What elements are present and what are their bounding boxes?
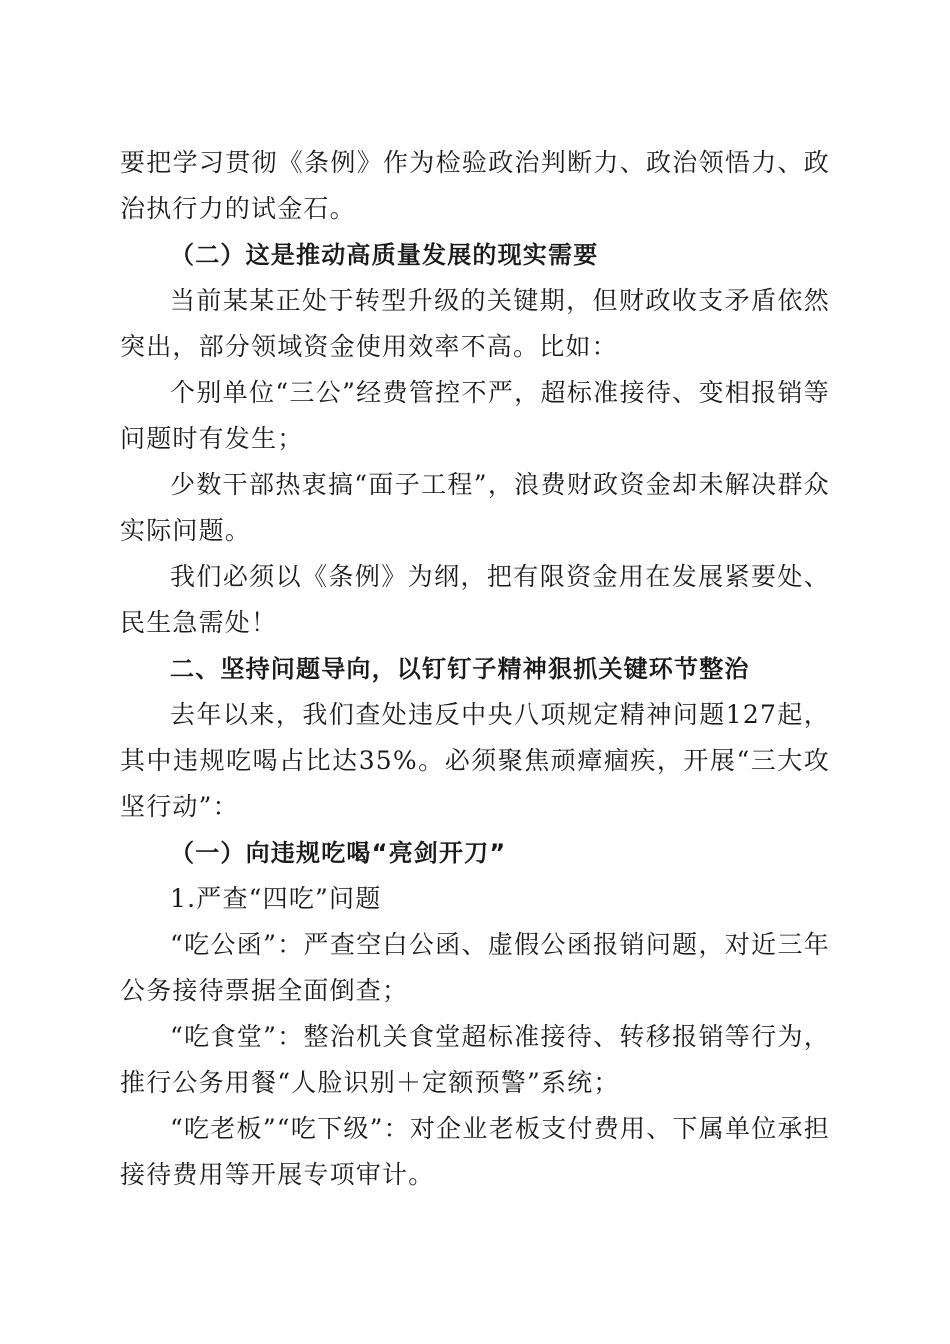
paragraph-7: 1.严查“四吃”问题 (170, 884, 382, 913)
paragraph-2: 当前某某正处于转型升级的关键期，但财政收支矛盾依然突出，部分领域资金使用效率不高。比如： (120, 286, 830, 361)
paragraph-5: 我们必须以《条例》为纲，把有限资金用在发展紧要处、民生急需处！ (120, 562, 830, 637)
paragraph-9: “吃食堂”：整治机关食堂超标准接待、转移报销等行为，推行公务用餐“人脸识别＋定额预警”系统； (120, 1022, 830, 1097)
paragraph-10: “吃老板”“吃下级”：对企业老板支付费用、下属单位承担接待费用等开展专项审计。 (120, 1114, 830, 1189)
subheading-1: （一）向违规吃喝“亮剑开刀” (170, 839, 507, 867)
section-heading-2: 二、坚持问题导向，以钉钉子精神狠抓关键环节整治 (170, 655, 750, 683)
subheading-2: （二）这是推动高质量发展的现实需要 (170, 241, 599, 269)
paragraph-6: 去年以来，我们查处违反中央八项规定精神问题127起，其中违规吃喝占比达35%。必须聚焦顽瘴痼疾，开展“三大攻坚行动”： (120, 700, 830, 821)
paragraph-1: 要把学习贯彻《条例》作为检验政治判断力、政治领悟力、政治执行力的试金石。 (120, 148, 830, 223)
document-body (120, 140, 830, 1198)
paragraph-8: “吃公函”：严查空白公函、虚假公函报销问题，对近三年公务接待票据全面倒查； (120, 930, 830, 1005)
paragraph-3: 个别单位“三公”经费管控不严，超标准接待、变相报销等问题时有发生； (120, 378, 830, 453)
paragraph-4: 少数干部热衷搞“面子工程”，浪费财政资金却未解决群众实际问题。 (120, 470, 830, 545)
